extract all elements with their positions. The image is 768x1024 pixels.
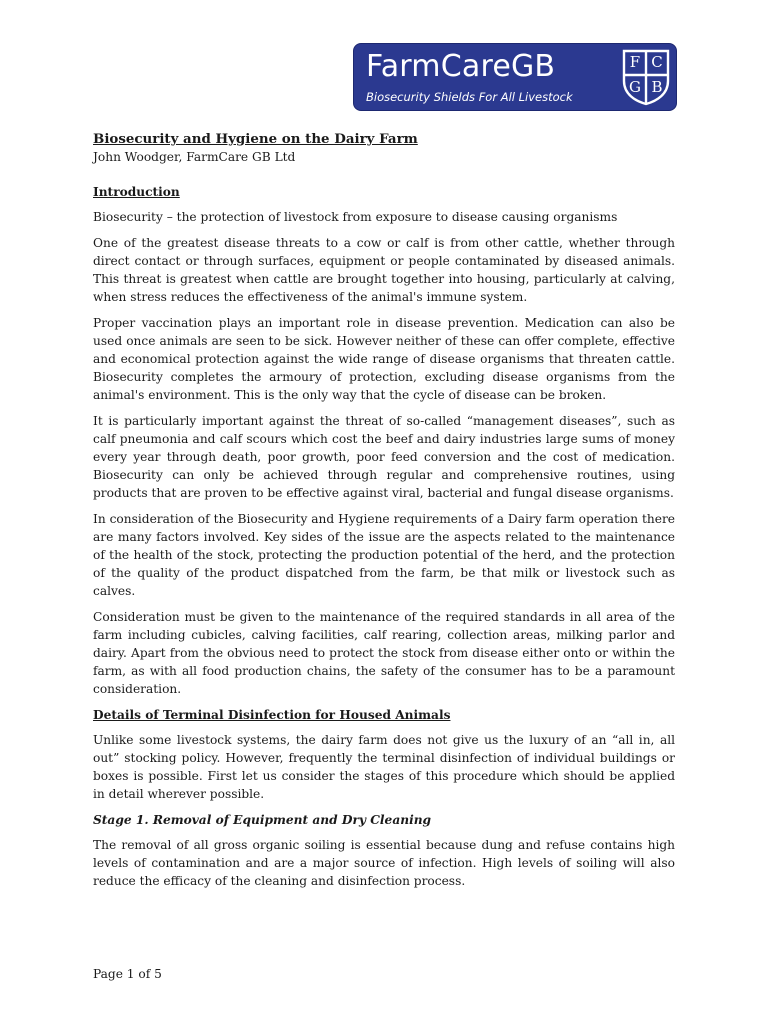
document-author: John Woodger, FarmCare GB Ltd <box>93 150 296 164</box>
logo-brand-name: FarmCareGB <box>366 49 556 84</box>
paragraph: It is particularly important against the threat of so-called “management diseases”, such as calf pneumonia and calf scours which cost the beef and dairy industries large sums of money every year through death, poor growth, poor feed conversion and the cost of medication. Biosecurity can only be achieved through regular and comprehensive routines, using products that are proven to be effective against viral, bacterial and fungal disease organisms. <box>93 414 675 500</box>
section-heading-introduction: Introduction <box>93 185 180 199</box>
stage-heading: Stage 1. Removal of Equipment and Dry Cleaning <box>93 813 432 827</box>
paragraph: In consideration of the Biosecurity and Hygiene requirements of a Dairy farm operation there are many factors involved. Key sides of the issue are the aspects related to the maintenance of the health of the stock, protecting the production potential of the herd, and the protection of the quality of the product dispatched from the farm, be that milk or livestock such as calves. <box>93 512 675 598</box>
paragraph: The removal of all gross organic soiling is essential because dung and refuse contains high levels of contamination and are a major source of infection. High levels of soiling will also reduce the efficacy of the cleaning and disinfection process. <box>93 838 675 888</box>
document-title: Biosecurity and Hygiene on the Dairy Farm <box>93 131 418 147</box>
shield-icon <box>621 48 671 106</box>
logo-tagline: Biosecurity Shields For All Livestock <box>366 90 573 104</box>
paragraph: One of the greatest disease threats to a cow or calf is from other cattle, whether through direct contact or through surfaces, equipment or people contaminated by diseased animals. This threat is greatest when cattle are brought together into housing, particularly at calving, when stress reduces the effectiveness of the animal's immune system. <box>93 236 675 304</box>
paragraph: Proper vaccination plays an important role in disease prevention. Medication can also be used once animals are seen to be sick. However neither of these can offer complete, effective and economical protection against the wide range of disease organisms that threaten cattle. Biosecurity completes the armoury of protection, excluding disease organisms from the animal's environment. This is the only way that the cycle of disease can be broken. <box>93 316 675 402</box>
shield-letter-g: G <box>629 78 641 96</box>
shield-letter-c: C <box>651 53 663 71</box>
shield-letter-f: F <box>629 53 641 71</box>
shield-letter-b: B <box>651 78 663 96</box>
page-number: Page 1 of 5 <box>93 967 162 981</box>
paragraph: Biosecurity – the protection of livestock from exposure to disease causing organisms <box>93 210 618 224</box>
section-heading-terminal-disinfection: Details of Terminal Disinfection for Housed Animals <box>93 708 451 722</box>
paragraph: Unlike some livestock systems, the dairy farm does not give us the luxury of an “all in, all out” stocking policy. However, frequently the terminal disinfection of individual buildings or boxes is possible. First let us consider the stages of this procedure which should be applied in detail wherever possible. <box>93 733 675 801</box>
farmcare-logo <box>354 44 676 110</box>
document-body <box>93 130 675 898</box>
paragraph: Consideration must be given to the maintenance of the required standards in all area of the farm including cubicles, calving facilities, calf rearing, collection areas, milking parlor and dairy. Apart from the obvious need to protect the stock from disease either onto or within the farm, as with all food production chains, the safety of the consumer has to be a paramount consideration. <box>93 610 675 696</box>
